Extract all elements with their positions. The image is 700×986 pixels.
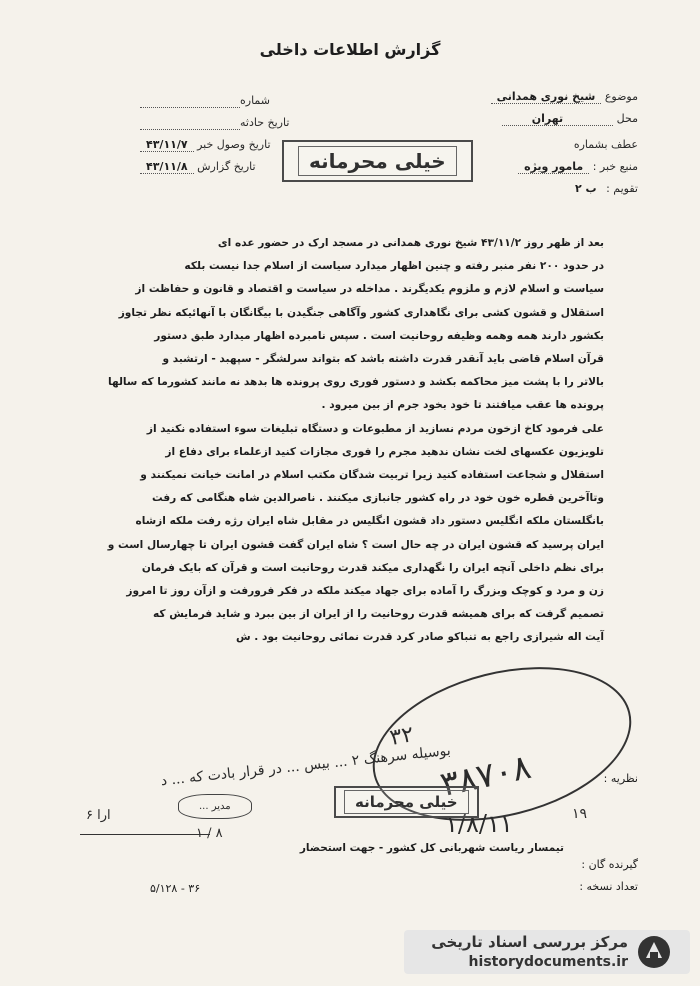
recipients-value: تیمسار ریاست شهربانی کل کشور - جهت استحضار [299,842,564,854]
signature-line [80,834,210,835]
subject-row [491,90,638,103]
reference-label: عطف بشماره [573,138,638,151]
confidential-stamp-second-text: خیلی محرمانه [344,790,469,814]
place-value: تهران [502,112,613,126]
source-label: منبع خبر : [592,160,638,173]
place-label: محل [616,112,638,125]
body-line: تلویزیون عکسهای لخت نشان ندهید مجرم را فوری مجازات کنید ازعلماء برای دفاع از [165,445,604,458]
margin-mark-3: ۱۹ [572,806,588,822]
incident-date-row [140,116,289,129]
received-date-label: تاریخ وصول خبر [197,138,271,151]
handwritten-number: ۳۸۷۰۸ [436,746,535,806]
confidential-stamp [282,140,473,182]
body-line: ایران پرسید که قشون ایران در چه حال است ؟ شاه ایران گفت قشون ایران تا چهارسال است و [107,538,604,551]
report-date-row [140,160,256,173]
report-date-value: ۴۳/۱۱/۸ [140,160,194,174]
body-line: بکشور دارند همه وهمه وظیفه روحانیت است . سپس نامبرده اظهار میدارد طبق دستور [154,329,604,342]
body-line: زن و مرد و کوچک وبزرگ را آماده برای جهاد میکند ملکه در فکر فرورفت و ازآن روز تا امروز [126,585,604,598]
body-line: علی فرمود کاخ ازخون مردم نسازید از مطبوعات و دستگاه تبلیغات سوء استفاده نکنید از [146,422,604,435]
footer-org-name: مرکز بررسی اسناد تاریخی [431,933,628,951]
rating-value: ب ۲ [574,182,597,195]
recipients-label: گیرنده گان : [581,858,638,871]
rating-row [569,182,638,195]
body-line: آیت اله شیرازی راجع به تنباکو صادر کرد قدرت نمائی روحانیت بود . ش [236,631,604,644]
body-line: بانگلستان ملکه انگلیس دستور داد قشون انگلیس در مقابل شاه ایران رژه رفت ملکه ازشاه [135,515,604,528]
report-body [96,232,604,650]
received-date-row [140,138,271,151]
manager-mark: مدیر ... [178,794,252,819]
handwritten-small-number: ۳۲ [388,722,416,751]
body-line: استقلال و شجاعت استفاده کنید زیرا تربیت شدگان مکتب اسلام در امانت خیانت نمیکنند و [140,469,604,482]
body-line: برای نظم داخلی آنچه ایران را نگهداری میکند قدرت روحانیت است و قرآن که بایک فرمان [141,561,604,574]
body-line: سیاست و اسلام لازم و ملزوم یکدیگرند . مداخله در سیاست و اقتصاد و قانون و حفاظت از [135,283,604,296]
source-value: مامور ویژه [518,160,589,174]
margin-mark-2: ۸ / ۱ [196,826,223,841]
source-row [518,160,638,173]
opinion-label: نظریه : [603,772,638,785]
body-line: بالاتر را با پشت میز محاکمه بکشد و دستور فوری روی پرونده ها بدهد نه مانند کشورما که سالها [107,376,604,389]
number-row [140,94,270,107]
number-label: شماره [240,94,271,107]
confidential-stamp-text: خیلی محرمانه [298,146,457,176]
archive-logo-icon [636,934,672,970]
confidential-stamp-second [334,786,479,818]
reference-row [574,138,638,151]
body-line: پرونده ها عقب میافتند تا خود بخود جرم از بین میرود . [321,399,604,412]
place-row [502,112,638,125]
body-line: استقلال و قشون کشی برای نگاهداری کشور وآگاهی جنگیدن با بیگانگان با آنهائیکه نظر تجاوز [118,306,604,319]
incident-date-label: تاریخ حادثه [240,116,290,129]
report-title: گزارش اطلاعات داخلی [259,40,441,59]
received-date-value: ۴۳/۱۱/۷ [140,138,194,152]
form-code: ۵/۱۲۸ - ۳۶ [150,882,201,895]
body-line: وتاآخرین قطره خون خود در راه کشور جانبازی میکنند . ناصرالدین شاه هنگامی که رفت [151,492,604,505]
body-line: تصمیم گرفت که برای همیشه قدرت روحانیت را از ایران از بین ببرد و شاید فرمایش که [152,608,604,621]
margin-mark-1: ارا ۶ [86,808,111,823]
subject-value: شیخ نوری همدانی [491,90,602,104]
copies-label: تعداد نسخه : [579,880,638,893]
body-line: قرآن اسلام قاضی باید آنقدر قدرت داشته باشد که بتواند سرلشگر - سپهبد - ارتشبد و [162,353,604,366]
report-date-label: تاریخ گزارش [197,160,256,173]
rating-label: تقویم : [606,182,638,195]
oval-stamp-text: ۱/۸/۱۱ [445,810,513,838]
body-line: در حدود ۲۰۰ نفر منبر رفته و چنین اظهار میدارد سیاست از اسلام جدا نیست بلکه [184,260,604,273]
subject-label: موضوع [604,90,638,103]
footer-website-link[interactable]: historydocuments.ir [468,954,628,970]
body-line: بعد از ظهر روز ۴۳/۱۱/۲ شیخ نوری همدانی در مسجد ارک در حضور عده ای [217,237,604,249]
handwritten-note: بوسیله سرهنگ ۲ ... بیس ... در قرار بادت که ... د [159,742,452,790]
